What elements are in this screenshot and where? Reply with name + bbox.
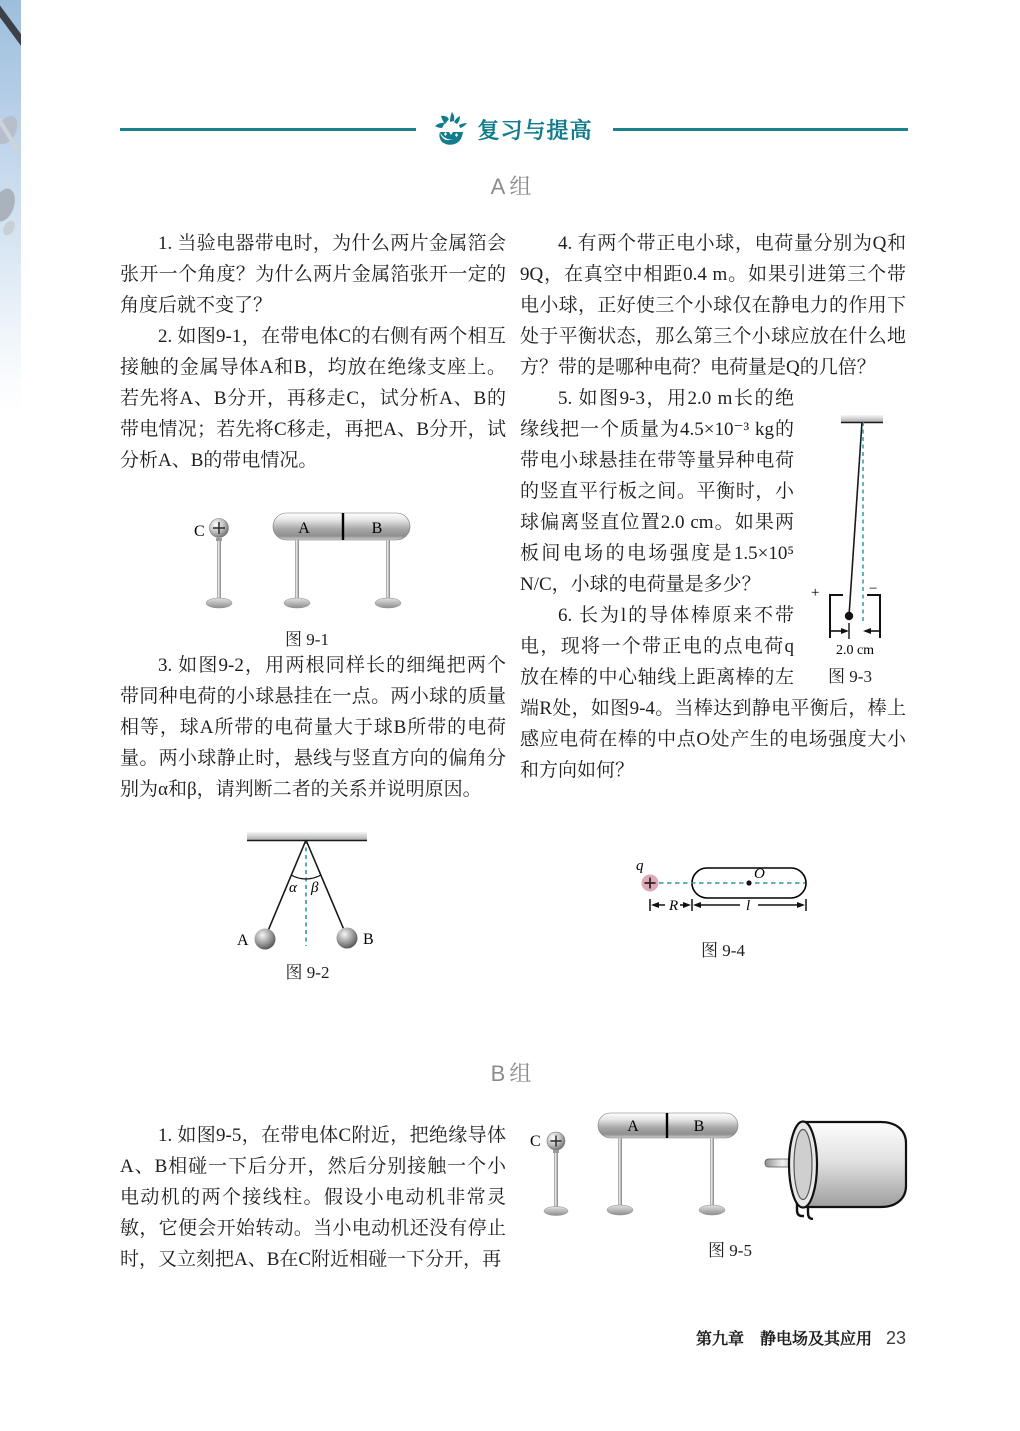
figure-9-1-drawing xyxy=(192,505,502,611)
fig92-beta: β xyxy=(311,880,319,896)
fig95-label-b: B xyxy=(693,1118,705,1135)
fig91-label-c: C xyxy=(194,523,205,540)
problem-a1: 1. 当验电器带电时，为什么两片金属箔会张开一个角度？为什么两片金属箔张开一定的角度后就不变了？ xyxy=(120,233,506,316)
figure-9-1-caption: 图 9-1 xyxy=(285,630,329,649)
problem-a3: 3. 如图9-2，用两根同样长的细绳把两个带同种电荷的小球悬挂在一点。两小球的质量相等，球A所带的电荷量大于球B所带的电荷量。两小球静止时，悬线与竖直方向的偏角分别为α和β，请判断二者的关系并说明原因。 xyxy=(120,655,506,800)
fig94-label-l: l xyxy=(746,898,751,914)
angle-arc xyxy=(291,875,321,879)
column-right xyxy=(520,228,906,961)
problem-a6: 6. 长为l的导体棒原来不带电，现将一个带正电的点电荷q放在棒的中心轴线上距离棒的左端R处，如图9-4。当棒达到静电平衡后，棒上感应电荷在棒的中点O处产生的电场强度大小和方向如何？ xyxy=(520,605,906,781)
page-footer xyxy=(420,1326,906,1349)
insulating-stand-c xyxy=(217,541,221,601)
figure-9-3 xyxy=(794,383,906,684)
photo-strip-decoration-icon xyxy=(0,0,21,414)
fig94-label-q: q xyxy=(636,858,644,874)
ball-a xyxy=(255,929,276,950)
figure-9-2-caption: 图 9-2 xyxy=(285,963,330,982)
column-left xyxy=(120,228,506,983)
fig94-label-r: R xyxy=(669,898,679,914)
fig92-label-a: A xyxy=(237,932,249,949)
header-rule-right xyxy=(613,128,909,131)
insulating-thread xyxy=(849,422,862,616)
charged-ball xyxy=(845,612,853,620)
motor-body xyxy=(803,1122,906,1207)
figure-9-3-caption: 图 9-3 xyxy=(828,667,872,686)
figure-9-1 xyxy=(120,505,506,650)
figure-9-4-caption: 图 9-4 xyxy=(701,941,745,960)
fig93-dim-label: 2.0 cm xyxy=(835,643,875,658)
string-a xyxy=(265,840,306,938)
problem-a2: 2. 如图9-1，在带电体C的右侧有两个相互接触的金属导体A和B，均放在绝缘支座上。若先将A、B分开，再移走C，试分析A、B的带电情况；若先将C移走，再把A、B分开，试分析A、B的带电情况。 xyxy=(120,326,506,471)
fig93-minus: − xyxy=(869,581,878,597)
footer-chapter-title: 第九章 静电场及其应用 xyxy=(695,1331,872,1348)
figure-9-5-drawing xyxy=(525,1098,915,1220)
figure-9-4 xyxy=(520,856,906,961)
section-header xyxy=(120,108,908,150)
problem-a4: 4. 有两个带正电小球，电荷量分别为Q和9Q，在真空中相距0.4 m。如果引进第三个带电小球，正好使三个小球仅在静电力的作用下处于平衡状态，那么第三个小球应放在什么地方？带的是哪种电荷？电荷量是Q的几倍？ xyxy=(520,233,906,378)
figure-9-5-caption: 图 9-5 xyxy=(708,1241,752,1260)
figure-9-4-drawing xyxy=(630,856,900,918)
insulating-stand-c xyxy=(554,1153,558,1210)
header-title: 复习与提高 xyxy=(477,117,593,143)
figure-9-5 xyxy=(525,1098,915,1261)
fig95-label-a: A xyxy=(627,1118,639,1135)
fig91-label-b: B xyxy=(371,520,383,537)
header-rule-left xyxy=(120,128,416,131)
insulating-stand-b xyxy=(710,1138,714,1208)
insulating-stand-b xyxy=(386,540,390,601)
column-b-left xyxy=(120,1120,506,1275)
fig92-alpha: α xyxy=(289,880,297,896)
figure-9-2-drawing xyxy=(235,824,435,952)
fig91-label-a: A xyxy=(298,520,310,537)
problem-a5: 5. 如图9-3，用2.0 m长的绝缘线把一个质量为4.5×10⁻³ kg的带电小球悬挂在带等量异种电荷的竖直平行板之间。平衡时，小球偏离竖直位置2.0 cm。如果两板间电场的电场强度是1.5×10⁵ N/C，小球的电荷量是多少？ xyxy=(520,388,794,595)
ceiling-bar xyxy=(841,415,883,422)
conductor-ab xyxy=(273,513,410,540)
footer-page-number: 23 xyxy=(885,1328,906,1348)
electric-motor xyxy=(765,1122,906,1220)
problem-b1: 1. 如图9-5，在带电体C附近，把绝缘导体A、B相碰一下后分开，然后分别接触一个小电动机的两个接线柱。假设小电动机非常灵敏，它便会开始转动。当小电动机还没有停止时，又立刻把A、B在C附近相碰一下分开，再 xyxy=(120,1125,506,1270)
ball-b xyxy=(337,928,358,949)
group-b-heading: B组 xyxy=(490,1061,536,1086)
fig94-label-o: O xyxy=(754,866,765,882)
page-edge-photo xyxy=(0,0,21,414)
dimension-arrows xyxy=(830,623,880,639)
fig92-label-b: B xyxy=(363,931,374,948)
figure-9-3-drawing xyxy=(794,400,906,658)
fig95-label-c: C xyxy=(530,1133,541,1150)
fig93-plus: + xyxy=(811,585,820,601)
group-a-heading: A组 xyxy=(490,174,536,199)
insulating-stand-a xyxy=(295,540,299,601)
review-logo-icon xyxy=(432,110,470,148)
insulating-stand-a xyxy=(618,1138,622,1208)
figure-9-2 xyxy=(120,824,506,983)
midpoint-o xyxy=(746,880,751,885)
ceiling-bar xyxy=(247,832,367,840)
